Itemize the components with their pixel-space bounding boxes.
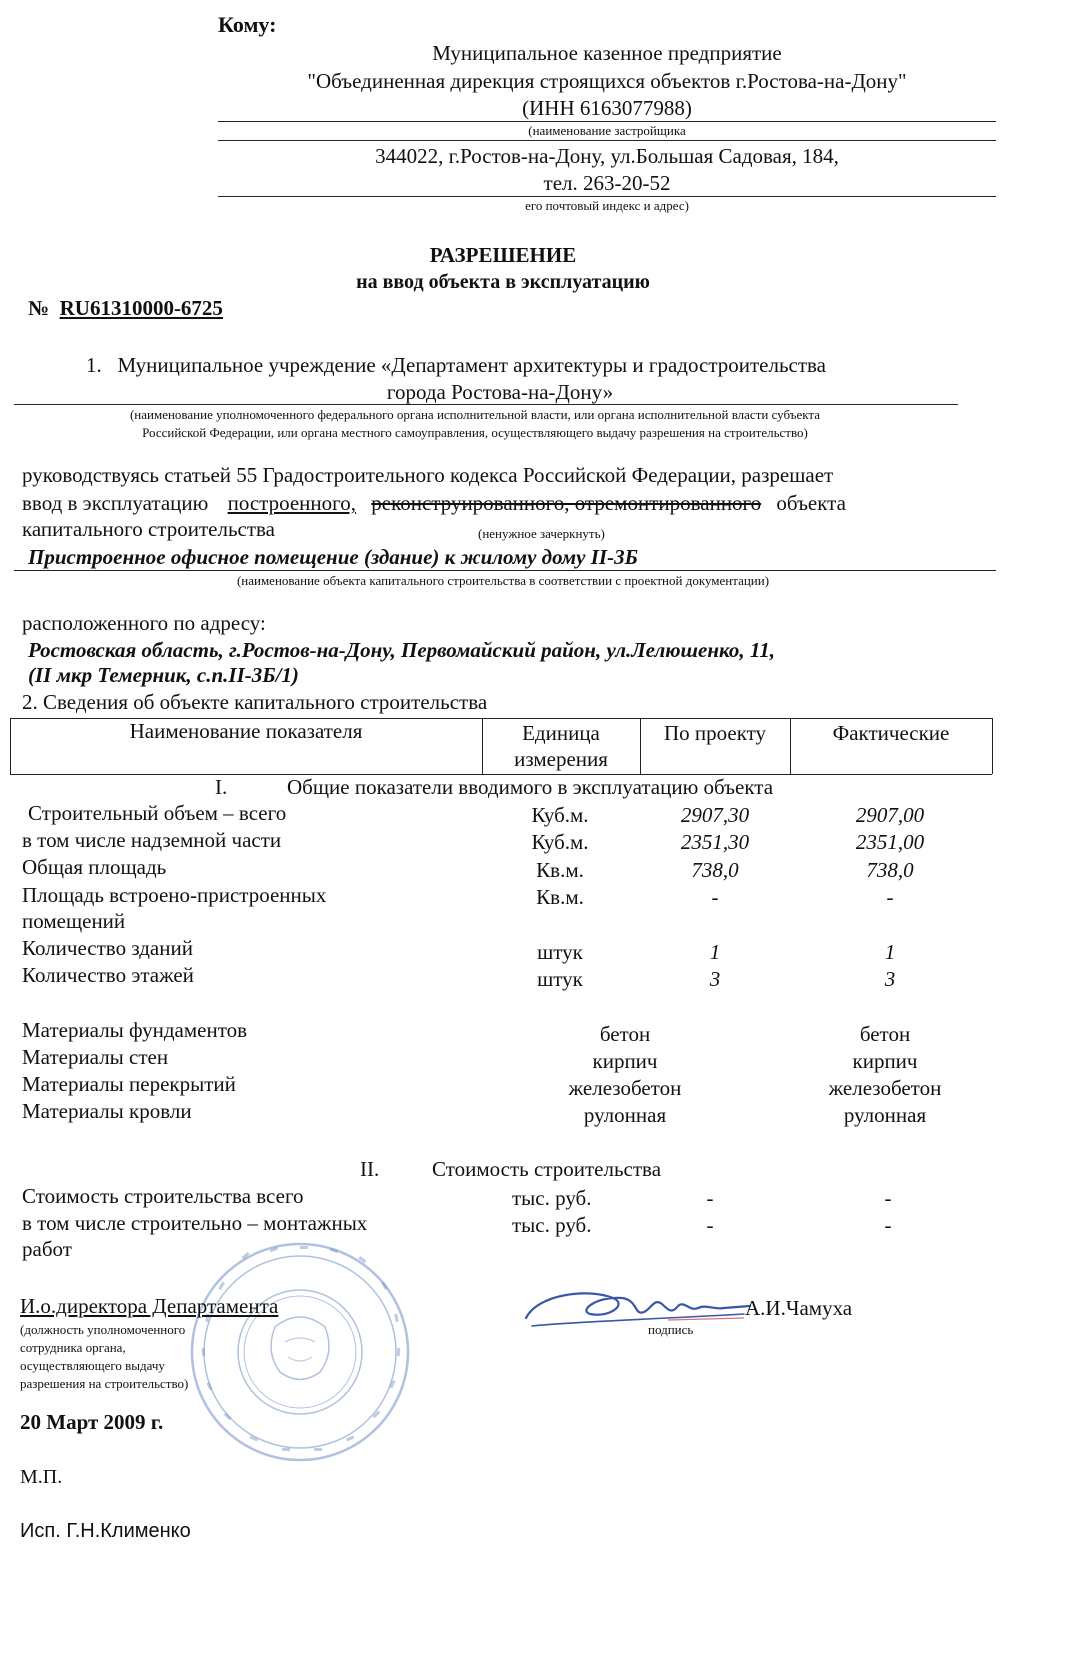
material-roof-actual: рулонная — [843, 1103, 927, 1127]
row-builtin-actual: - — [886, 885, 894, 909]
body-line2-a: ввод в эксплуатацию — [22, 491, 209, 515]
developer-line — [218, 121, 996, 122]
col-header-actual: Фактические — [832, 721, 950, 745]
section1-num: I. — [215, 775, 228, 799]
material-roof-project: рулонная — [583, 1103, 667, 1127]
cost-total-unit: тыс. руб. — [512, 1186, 592, 1210]
object-caption: (наименование объекта капитального строительства в соответствии с проектной документации) — [236, 573, 770, 588]
row-volume-unit: Куб.м. — [531, 803, 589, 827]
body-line2 — [22, 491, 998, 516]
row-builtin-project: - — [711, 885, 719, 909]
signer-position: И.о.директора Департамента — [20, 1294, 279, 1318]
handwritten-signature — [518, 1274, 768, 1344]
cost-cm-name: в том числе строительно – монтажных — [22, 1211, 368, 1235]
authority-text1: Муниципальное учреждение «Департамент архитектуры и градостроительства — [117, 353, 827, 377]
material-floors-name: Материалы перекрытий — [22, 1072, 236, 1096]
document-title: РАЗРЕШЕНИЕ — [429, 243, 577, 267]
signer-name: А.И.Чамуха — [745, 1296, 853, 1320]
authority-num: 1. — [86, 353, 102, 377]
object-address2: (II мкр Темерник, с.п.II-3Б/1) — [28, 663, 299, 687]
row-volume-actual: 2907,00 — [855, 803, 925, 827]
developer-phone: тел. 263-20-52 — [543, 171, 671, 195]
material-foundation-actual: бетон — [859, 1022, 911, 1046]
cost-cm-actual: - — [884, 1213, 892, 1237]
row-above-unit: Куб.м. — [531, 830, 589, 854]
cost-cm-unit: тыс. руб. — [512, 1213, 592, 1237]
cost-cm-name2: работ — [22, 1237, 72, 1261]
permit-date: 20 Март 2009 г. — [20, 1410, 164, 1434]
row-buildings-name: Количество зданий — [22, 936, 193, 960]
developer-address: 344022, г.Ростов-на-Дону, ул.Большая Садовая, 184, — [375, 144, 839, 168]
position-caption2: сотрудника органа, — [20, 1340, 126, 1355]
to-label: Кому: — [218, 12, 277, 37]
col-header-unit: Единица измерения — [514, 721, 608, 771]
struck-options: реконструированного, отремонтированного — [371, 491, 762, 515]
col-header-name: Наименование показателя — [129, 719, 363, 743]
section2-num: II. — [360, 1157, 380, 1181]
row-volume-project: 2907,30 — [680, 803, 750, 827]
row-floors-actual: 3 — [884, 967, 896, 991]
authority-caption1: (наименование уполномоченного федерального органа исполнительной власти, или органа исполнительной власти субъекта — [129, 407, 821, 422]
cost-total-actual: - — [884, 1186, 892, 1210]
stamp-label: М.П. — [20, 1466, 63, 1488]
row-buildings-actual: 1 — [884, 940, 896, 964]
cost-total-project: - — [706, 1186, 714, 1210]
row-area-unit: Кв.м. — [536, 858, 584, 882]
row-above-project: 2351,30 — [680, 830, 750, 854]
col-header-project: По проекту — [663, 721, 767, 745]
built-option: построенного, — [227, 491, 357, 515]
row-buildings-project: 1 — [709, 940, 721, 964]
row-area-name: Общая площадь — [22, 855, 167, 879]
material-foundation-name: Материалы фундаментов — [22, 1018, 248, 1042]
row-builtin-name2: помещений — [22, 909, 126, 933]
authority-line1 — [86, 353, 826, 378]
official-seal — [180, 1232, 420, 1472]
object-name: Пристроенное офисное помещение (здание) к жилому дому II-3Б — [28, 545, 638, 569]
material-floors-actual: железобетон — [828, 1076, 942, 1100]
located-label: расположенного по адресу: — [22, 611, 266, 635]
number-label: № — [28, 296, 50, 320]
material-foundation-project: бетон — [599, 1022, 651, 1046]
sign-caption: подпись — [648, 1322, 694, 1337]
row-volume-name: Строительный объем – всего — [28, 801, 287, 825]
number-value: RU61310000-6725 — [59, 296, 223, 320]
row-area-actual: 738,0 — [866, 858, 914, 882]
position-caption1: (должность уполномоченного — [20, 1322, 186, 1337]
section2-title: 2. Сведения об объекте капитального строительства — [22, 690, 488, 714]
developer-caption: (наименование застройщика — [528, 123, 686, 138]
position-caption3: осуществляющего выдачу — [20, 1358, 165, 1373]
row-floors-unit: штук — [537, 967, 583, 991]
material-walls-name: Материалы стен — [22, 1045, 169, 1069]
developer-name-line1: Муниципальное казенное предприятие — [432, 41, 782, 65]
material-walls-project: кирпич — [592, 1049, 658, 1073]
body-line3: капитального строительства — [22, 517, 275, 541]
row-area-project: 738,0 — [691, 858, 739, 882]
material-roof-name: Материалы кровли — [22, 1099, 192, 1123]
position-caption4: разрешения на строительство) — [20, 1376, 189, 1391]
developer-inn: (ИНН 6163077988) — [522, 96, 692, 120]
authority-caption2: Российской Федерации, или органа местного самоуправления, осуществляющего выдачу разрешения на строительство) — [142, 425, 808, 440]
developer-name-line2: "Объединенная дирекция строящихся объектов г.Ростова-на-Дону" — [307, 69, 907, 93]
document-subtitle: на ввод объекта в эксплуатацию — [356, 271, 650, 293]
row-builtin-unit: Кв.м. — [536, 885, 584, 909]
body-line2-d: объекта — [776, 491, 846, 515]
section1-title: Общие показатели вводимого в эксплуатацию объекта — [287, 775, 774, 799]
object-line — [14, 570, 996, 571]
row-buildings-unit: штук — [537, 940, 583, 964]
material-floors-project: железобетон — [568, 1076, 682, 1100]
address-line — [218, 196, 996, 197]
address-caption: его почтовый индекс и адрес) — [525, 198, 689, 213]
developer-line-2 — [218, 140, 996, 141]
row-above-name: в том числе надземной части — [22, 828, 282, 852]
strike-note: (ненужное зачеркнуть) — [478, 526, 605, 541]
row-builtin-name: Площадь встроено-пристроенных — [22, 883, 327, 907]
row-floors-name: Количество этажей — [22, 963, 194, 987]
authority-line2: города Ростова-на-Дону» — [386, 380, 614, 404]
object-address1: Ростовская область, г.Ростов-на-Дону, Первомайский район, ул.Лелюшенко, 11, — [28, 638, 775, 662]
material-walls-actual: кирпич — [852, 1049, 918, 1073]
section2-cost-title: Стоимость строительства — [432, 1157, 662, 1181]
body-line1: руководствуясь статьей 55 Градостроительного кодекса Российской Федерации, разрешает — [22, 463, 834, 487]
cost-cm-project: - — [706, 1213, 714, 1237]
row-above-actual: 2351,00 — [855, 830, 925, 854]
executor-name: Исп. Г.Н.Клименко — [20, 1520, 191, 1542]
authority-line — [14, 404, 958, 405]
row-floors-project: 3 — [709, 967, 721, 991]
permit-number — [28, 296, 223, 321]
cost-total-name: Стоимость строительства всего — [22, 1184, 304, 1208]
